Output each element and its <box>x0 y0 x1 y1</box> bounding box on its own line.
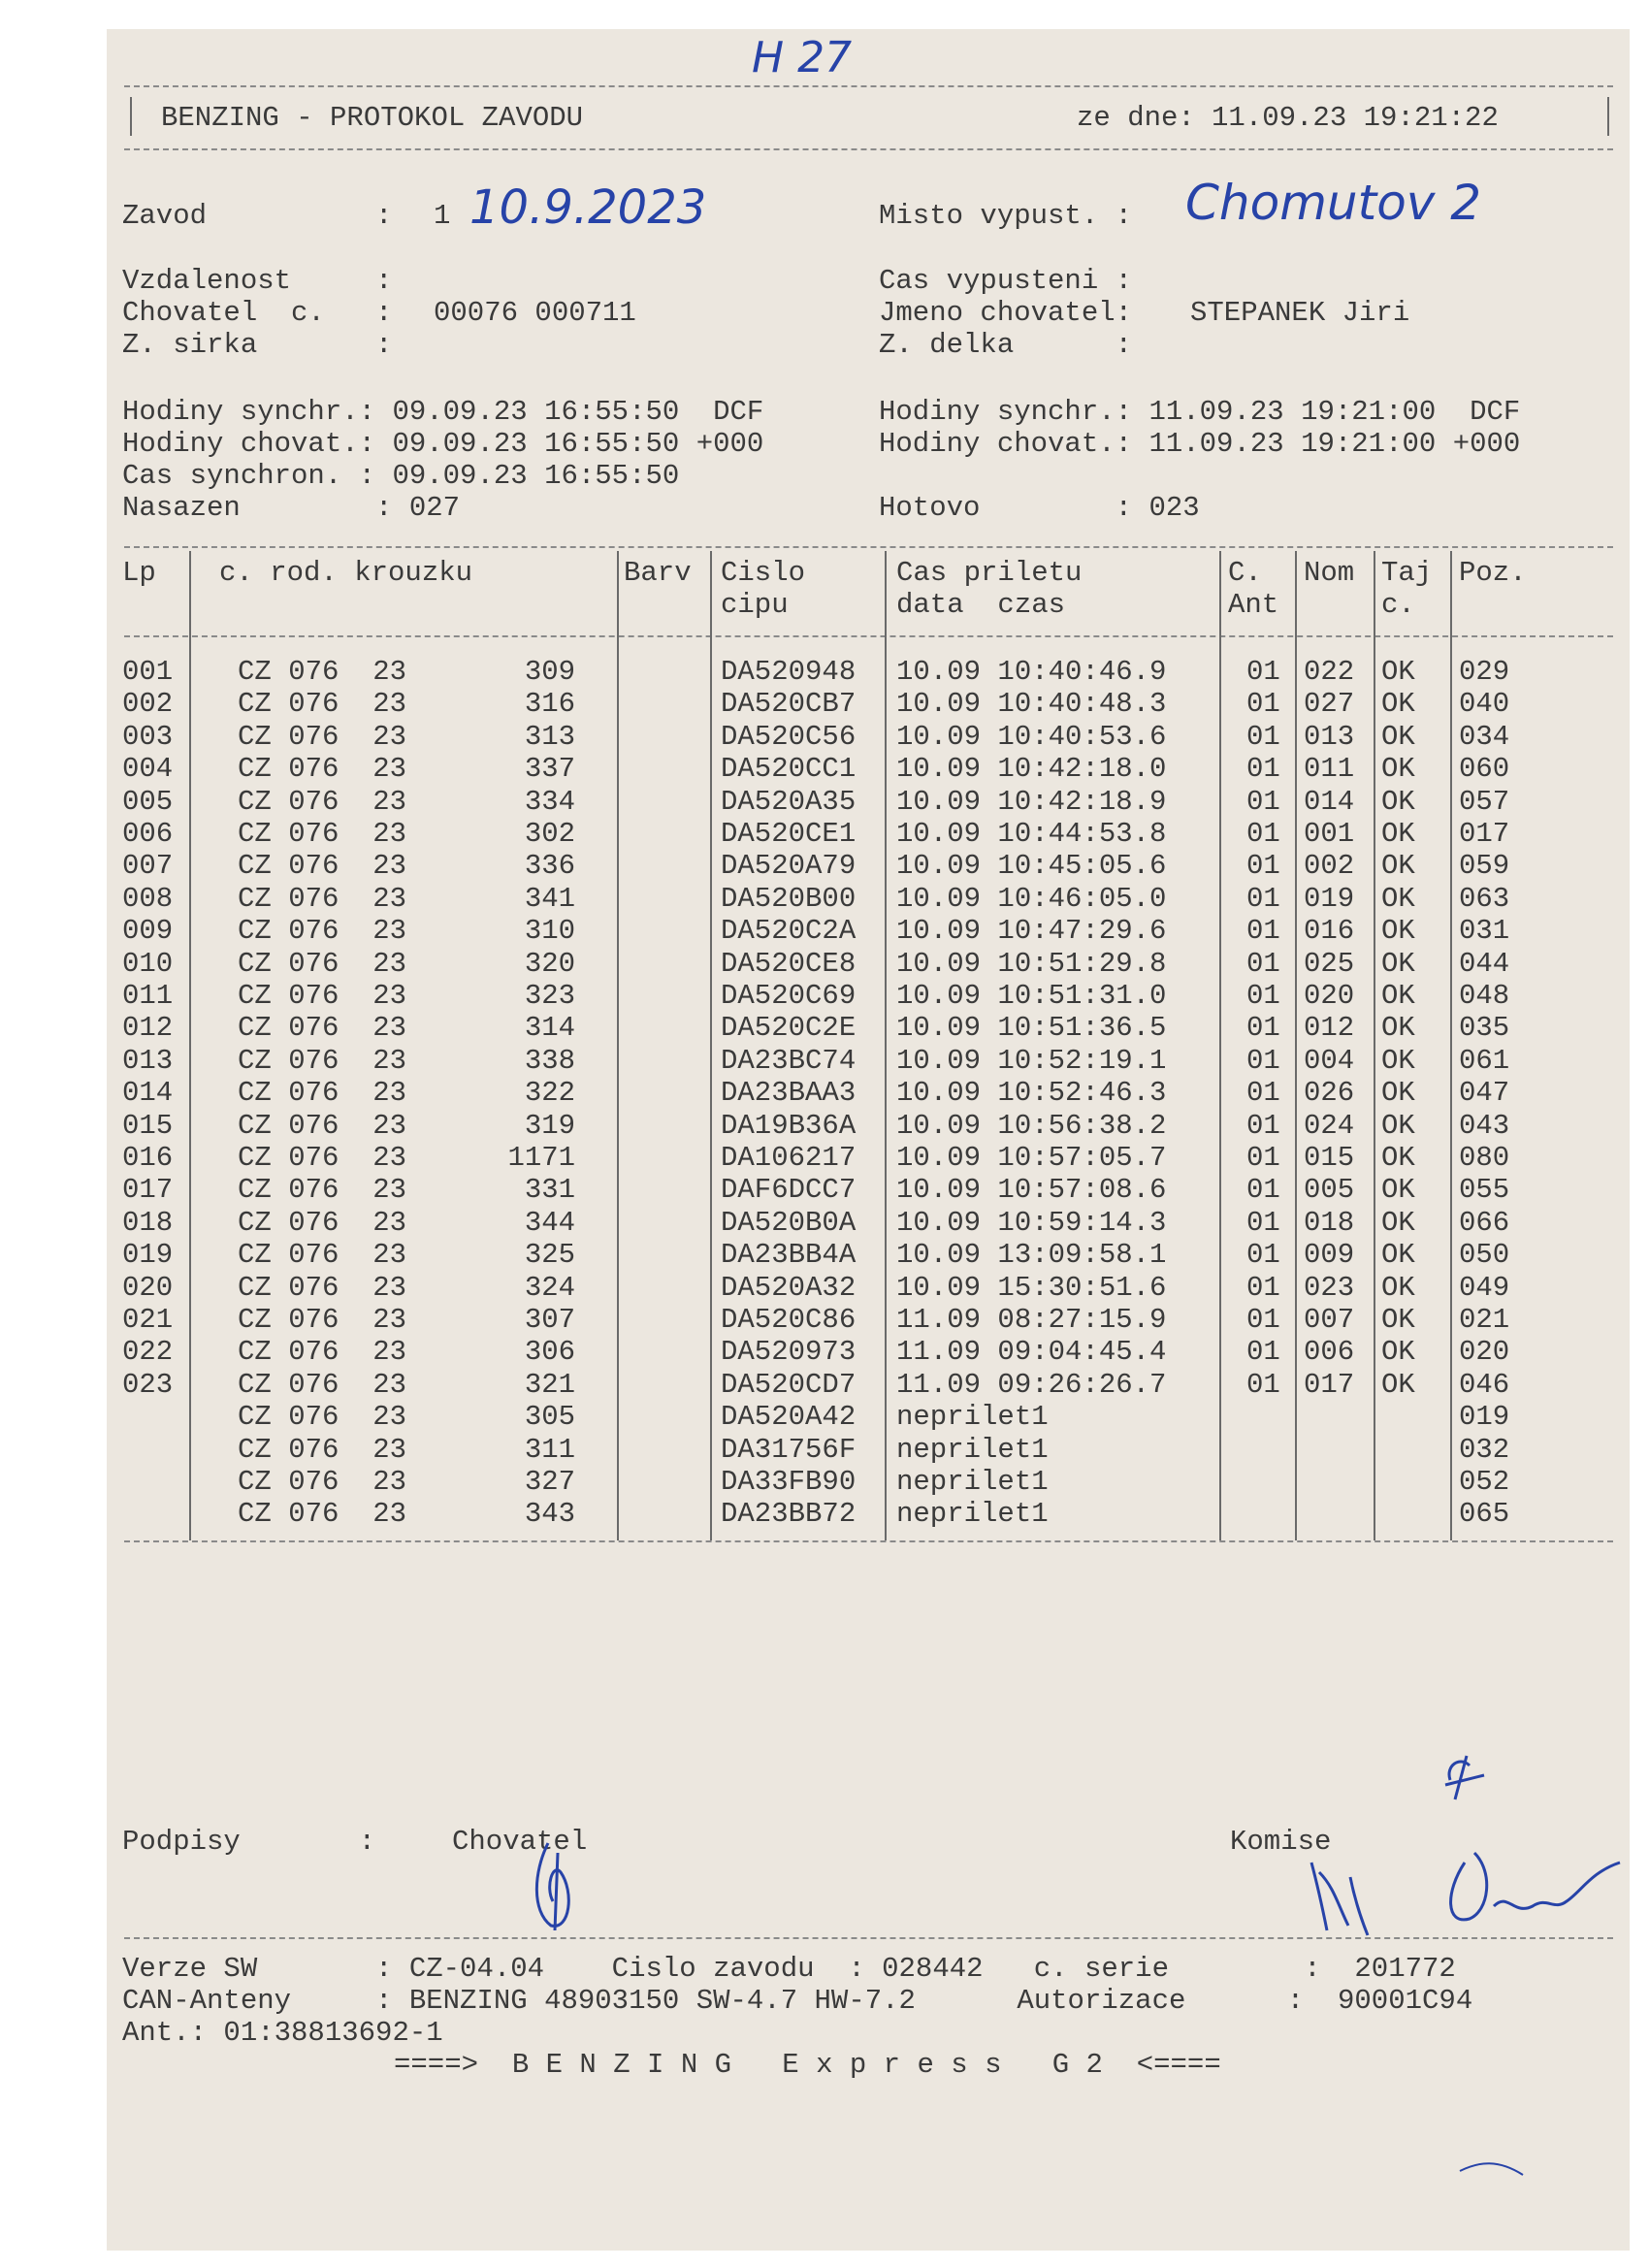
table-cell-poz: 029 <box>1459 656 1510 688</box>
table-header-border <box>124 635 1613 637</box>
table-bottom-border <box>124 1540 1613 1542</box>
table-cell-taj: OK <box>1381 1077 1415 1109</box>
header-bottom-border <box>124 148 1613 150</box>
table-cell-chip: DA520A79 <box>721 850 857 882</box>
table-cell-ant: 01 <box>1246 1174 1280 1206</box>
table-column-divider <box>1295 551 1297 1540</box>
table-cell-time: 10.09 10:42:18.9 <box>896 786 1167 818</box>
table-cell-nom: 017 <box>1304 1369 1355 1401</box>
table-cell-taj: OK <box>1381 1369 1415 1401</box>
table-cell-time: 11.09 08:27:15.9 <box>896 1304 1167 1336</box>
handwritten-release-place: Chomutov 2 <box>1185 175 1482 231</box>
table-cell-chip: DA19B36A <box>721 1110 857 1142</box>
footer-separator <box>124 1937 1613 1939</box>
table-cell-lp: 003 <box>122 721 174 753</box>
table-cell-chip: DA520C69 <box>721 980 857 1012</box>
table-cell-taj: OK <box>1381 850 1415 882</box>
table-cell-nom: 015 <box>1304 1142 1355 1174</box>
table-cell-taj: OK <box>1381 1045 1415 1077</box>
table-cell-lp: 022 <box>122 1336 174 1368</box>
table-cell-time: 10.09 10:44:53.8 <box>896 818 1167 850</box>
table-column-divider <box>885 551 887 1540</box>
table-cell-chip: DA520B0A <box>721 1207 857 1239</box>
table-cell-poz: 021 <box>1459 1304 1510 1336</box>
table-cell-ant: 01 <box>1246 883 1280 915</box>
table-cell-lp: 004 <box>122 753 174 785</box>
table-top-border <box>124 546 1613 548</box>
header-chip-2: cipu <box>721 589 789 621</box>
table-cell-taj: OK <box>1381 883 1415 915</box>
handwritten-page-mark: H 27 <box>752 33 853 82</box>
table-cell-taj: OK <box>1381 656 1415 688</box>
table-cell-ring: CZ 076 23 307 <box>238 1304 576 1336</box>
table-column-divider <box>710 551 712 1540</box>
table-cell-nom: 011 <box>1304 753 1355 785</box>
table-cell-ant: 01 <box>1246 688 1280 720</box>
table-cell-ring: CZ 076 23 311 <box>238 1434 576 1466</box>
table-cell-taj: OK <box>1381 948 1415 980</box>
table-cell-poz: 031 <box>1459 915 1510 947</box>
table-cell-ant: 01 <box>1246 1304 1280 1336</box>
table-cell-lp: 015 <box>122 1110 174 1142</box>
table-cell-ant: 01 <box>1246 1369 1280 1401</box>
table-cell-ring: CZ 076 23 343 <box>238 1498 576 1530</box>
table-cell-poz: 034 <box>1459 721 1510 753</box>
table-cell-chip: DA23BAA3 <box>721 1077 857 1109</box>
table-cell-poz: 047 <box>1459 1077 1510 1109</box>
table-cell-poz: 017 <box>1459 818 1510 850</box>
table-cell-poz: 066 <box>1459 1207 1510 1239</box>
table-cell-ant: 01 <box>1246 1077 1280 1109</box>
vzdalenost-label: Vzdalenost : <box>122 265 393 297</box>
header-ring: c. rod. krouzku <box>219 557 473 589</box>
table-cell-time: 10.09 10:52:46.3 <box>896 1077 1167 1109</box>
table-cell-ant: 01 <box>1246 915 1280 947</box>
table-cell-poz: 050 <box>1459 1239 1510 1271</box>
table-cell-lp: 020 <box>122 1272 174 1304</box>
table-cell-chip: DA520973 <box>721 1336 857 1368</box>
table-cell-ring: CZ 076 23 310 <box>238 915 576 947</box>
header-time: Cas priletu <box>896 557 1083 589</box>
header-barv: Barv <box>624 557 692 589</box>
table-cell-lp: 017 <box>122 1174 174 1206</box>
table-cell-time: 11.09 09:04:45.4 <box>896 1336 1167 1368</box>
nasazen: Nasazen : 027 <box>122 492 461 524</box>
table-cell-nom: 023 <box>1304 1272 1355 1304</box>
table-cell-chip: DA520C2E <box>721 1012 857 1044</box>
table-cell-ring: CZ 076 23 309 <box>238 656 576 688</box>
table-cell-ring: CZ 076 23 306 <box>238 1336 576 1368</box>
table-cell-nom: 005 <box>1304 1174 1355 1206</box>
table-cell-ant: 01 <box>1246 1045 1280 1077</box>
table-cell-time: 10.09 10:45:05.6 <box>896 850 1167 882</box>
table-cell-ring: CZ 076 23 316 <box>238 688 576 720</box>
table-cell-poz: 052 <box>1459 1466 1510 1498</box>
table-cell-ant: 01 <box>1246 818 1280 850</box>
footer-antenna-line: CAN-Anteny : BENZING 48903150 SW-4.7 HW-7.2 Autorizace : 90001C94 <box>122 1985 1473 2017</box>
table-cell-ant: 01 <box>1246 753 1280 785</box>
table-cell-nom: 019 <box>1304 883 1355 915</box>
table-cell-chip: DA33FB90 <box>721 1466 857 1498</box>
table-cell-time: 10.09 10:57:08.6 <box>896 1174 1167 1206</box>
table-cell-nom: 018 <box>1304 1207 1355 1239</box>
table-cell-taj: OK <box>1381 1110 1415 1142</box>
table-cell-taj: OK <box>1381 1207 1415 1239</box>
table-cell-taj: OK <box>1381 1272 1415 1304</box>
chovatel-value: 00076 000711 <box>434 297 636 329</box>
table-cell-taj: OK <box>1381 1239 1415 1271</box>
table-cell-ring: CZ 076 23 338 <box>238 1045 576 1077</box>
table-cell-ring: CZ 076 23 334 <box>238 786 576 818</box>
table-cell-chip: DA23BB4A <box>721 1239 857 1271</box>
table-cell-time: neprilet1 <box>896 1401 1049 1433</box>
table-cell-poz: 059 <box>1459 850 1510 882</box>
header-left-border <box>130 97 132 136</box>
table-cell-chip: DA520CD7 <box>721 1369 857 1401</box>
komise-signature-scribble <box>1300 1746 1630 1940</box>
table-cell-lp: 018 <box>122 1207 174 1239</box>
table-cell-chip: DA520CB7 <box>721 688 857 720</box>
table-cell-chip: DA520CE8 <box>721 948 857 980</box>
chovatel-label: Chovatel c. : <box>122 297 393 329</box>
table-cell-time: 10.09 10:52:19.1 <box>896 1045 1167 1077</box>
table-cell-taj: OK <box>1381 1336 1415 1368</box>
table-cell-ant: 01 <box>1246 1142 1280 1174</box>
table-cell-taj: OK <box>1381 1304 1415 1336</box>
table-cell-ring: CZ 076 23 320 <box>238 948 576 980</box>
table-cell-ring: CZ 076 23 313 <box>238 721 576 753</box>
sync-right: Hodiny synchr.: 11.09.23 19:21:00 DCF <box>879 396 1521 428</box>
header-right-border <box>1607 97 1609 136</box>
delka-label: Z. delka : <box>879 329 1133 361</box>
table-cell-lp: 001 <box>122 656 174 688</box>
chovatel-signature-scribble <box>524 1833 582 1940</box>
table-cell-time: neprilet1 <box>896 1498 1049 1530</box>
table-cell-lp: 019 <box>122 1239 174 1271</box>
table-cell-poz: 049 <box>1459 1272 1510 1304</box>
table-cell-nom: 020 <box>1304 980 1355 1012</box>
table-cell-poz: 065 <box>1459 1498 1510 1530</box>
misto-label: Misto vypust. : <box>879 200 1133 232</box>
komise-signature-label: Komise <box>1230 1826 1332 1858</box>
jmeno-value: STEPANEK Jiri <box>1190 297 1410 329</box>
table-cell-chip: DA520CC1 <box>721 753 857 785</box>
table-cell-nom: 026 <box>1304 1077 1355 1109</box>
table-cell-ant: 01 <box>1246 1110 1280 1142</box>
header-taj-2: c. <box>1381 589 1415 621</box>
table-cell-ring: CZ 076 23 323 <box>238 980 576 1012</box>
cas-synchron: Cas synchron. : 09.09.23 16:55:50 <box>122 460 680 492</box>
table-cell-lp: 007 <box>122 850 174 882</box>
table-cell-chip: DA23BB72 <box>721 1498 857 1530</box>
table-cell-ring: CZ 076 23 314 <box>238 1012 576 1044</box>
table-cell-time: 10.09 13:09:58.1 <box>896 1239 1167 1271</box>
table-cell-time: 10.09 10:51:29.8 <box>896 948 1167 980</box>
table-cell-chip: DA23BC74 <box>721 1045 857 1077</box>
table-cell-time: 10.09 10:51:31.0 <box>896 980 1167 1012</box>
chovat-left: Hodiny chovat.: 09.09.23 16:55:50 +000 <box>122 428 764 460</box>
podpisy-label: Podpisy : <box>122 1826 376 1858</box>
table-cell-chip: DA31756F <box>721 1434 857 1466</box>
zavod-value: 1 <box>434 200 451 232</box>
table-cell-poz: 044 <box>1459 948 1510 980</box>
table-cell-taj: OK <box>1381 721 1415 753</box>
table-cell-ring: CZ 076 23 1171 <box>238 1142 576 1174</box>
table-cell-nom: 014 <box>1304 786 1355 818</box>
table-cell-lp: 021 <box>122 1304 174 1336</box>
table-cell-lp: 013 <box>122 1045 174 1077</box>
table-cell-time: 10.09 10:40:48.3 <box>896 688 1167 720</box>
table-cell-nom: 007 <box>1304 1304 1355 1336</box>
table-cell-lp: 014 <box>122 1077 174 1109</box>
header-ant: C. <box>1228 557 1262 589</box>
table-column-divider <box>617 551 619 1540</box>
table-cell-poz: 063 <box>1459 883 1510 915</box>
table-cell-chip: DA520C2A <box>721 915 857 947</box>
table-cell-nom: 004 <box>1304 1045 1355 1077</box>
table-cell-chip: DA106217 <box>721 1142 857 1174</box>
table-column-divider <box>1374 551 1375 1540</box>
table-cell-lp: 010 <box>122 948 174 980</box>
table-cell-ring: CZ 076 23 341 <box>238 883 576 915</box>
table-cell-time: 11.09 09:26:26.7 <box>896 1369 1167 1401</box>
table-cell-poz: 043 <box>1459 1110 1510 1142</box>
table-cell-nom: 006 <box>1304 1336 1355 1368</box>
table-cell-time: 10.09 10:40:46.9 <box>896 656 1167 688</box>
table-cell-chip: DA520C86 <box>721 1304 857 1336</box>
table-cell-poz: 055 <box>1459 1174 1510 1206</box>
footer-brand: ====> B E N Z I N G E x p r e s s G 2 <==== <box>394 2049 1221 2081</box>
footer-ant-id: Ant.: 01:38813692-1 <box>122 2017 443 2049</box>
table-cell-ring: CZ 076 23 305 <box>238 1401 576 1433</box>
table-cell-chip: DA520C56 <box>721 721 857 753</box>
bottom-pen-stroke <box>1455 2154 1533 2183</box>
table-cell-poz: 057 <box>1459 786 1510 818</box>
table-column-divider <box>1219 551 1221 1540</box>
table-cell-lp: 012 <box>122 1012 174 1044</box>
table-cell-time: 10.09 10:47:29.6 <box>896 915 1167 947</box>
table-cell-time: 10.09 10:51:36.5 <box>896 1012 1167 1044</box>
header-nom: Nom <box>1304 557 1355 589</box>
report-date-value: 11.09.23 19:21:22 <box>1212 102 1499 134</box>
header-chip: Cislo <box>721 557 806 589</box>
table-cell-time: 10.09 10:40:53.6 <box>896 721 1167 753</box>
jmeno-label: Jmeno chovatel: <box>879 297 1133 329</box>
table-cell-ant: 01 <box>1246 948 1280 980</box>
sirka-label: Z. sirka : <box>122 329 393 361</box>
table-cell-ring: CZ 076 23 331 <box>238 1174 576 1206</box>
cas-vypusteni-label: Cas vypusteni : <box>879 265 1133 297</box>
sync-left: Hodiny synchr.: 09.09.23 16:55:50 DCF <box>122 396 764 428</box>
table-cell-poz: 032 <box>1459 1434 1510 1466</box>
table-cell-time: 10.09 10:57:05.7 <box>896 1142 1167 1174</box>
table-column-divider <box>1450 551 1452 1540</box>
table-cell-ant: 01 <box>1246 1239 1280 1271</box>
table-cell-taj: OK <box>1381 688 1415 720</box>
report-title: BENZING - PROTOKOL ZAVODU <box>161 102 584 134</box>
table-cell-nom: 013 <box>1304 721 1355 753</box>
table-cell-chip: DA520A42 <box>721 1401 857 1433</box>
chovat-right: Hodiny chovat.: 11.09.23 19:21:00 +000 <box>879 428 1521 460</box>
table-cell-lp: 016 <box>122 1142 174 1174</box>
header-lp: Lp <box>122 557 156 589</box>
table-cell-nom: 024 <box>1304 1110 1355 1142</box>
table-cell-lp: 023 <box>122 1369 174 1401</box>
table-cell-chip: DA520948 <box>721 656 857 688</box>
table-cell-ring: CZ 076 23 319 <box>238 1110 576 1142</box>
table-column-divider <box>189 551 191 1540</box>
table-cell-lp: 006 <box>122 818 174 850</box>
table-cell-poz: 048 <box>1459 980 1510 1012</box>
handwritten-race-date: 10.9.2023 <box>469 180 707 235</box>
table-cell-ant: 01 <box>1246 850 1280 882</box>
table-cell-time: 10.09 10:59:14.3 <box>896 1207 1167 1239</box>
table-cell-nom: 009 <box>1304 1239 1355 1271</box>
table-cell-lp: 008 <box>122 883 174 915</box>
table-cell-ring: CZ 076 23 302 <box>238 818 576 850</box>
table-cell-ant: 01 <box>1246 721 1280 753</box>
header-taj: Taj <box>1381 557 1433 589</box>
table-cell-poz: 060 <box>1459 753 1510 785</box>
table-cell-ring: CZ 076 23 336 <box>238 850 576 882</box>
table-cell-ring: CZ 076 23 321 <box>238 1369 576 1401</box>
table-cell-nom: 027 <box>1304 688 1355 720</box>
table-cell-ring: CZ 076 23 324 <box>238 1272 576 1304</box>
header-time-2: data czas <box>896 589 1066 621</box>
table-cell-lp: 009 <box>122 915 174 947</box>
table-cell-chip: DA520A35 <box>721 786 857 818</box>
table-cell-ring: CZ 076 23 327 <box>238 1466 576 1498</box>
table-cell-ant: 01 <box>1246 1012 1280 1044</box>
table-cell-taj: OK <box>1381 980 1415 1012</box>
table-cell-time: neprilet1 <box>896 1434 1049 1466</box>
table-cell-poz: 061 <box>1459 1045 1510 1077</box>
table-cell-time: 10.09 10:46:05.0 <box>896 883 1167 915</box>
header-top-border <box>124 85 1613 87</box>
table-cell-ant: 01 <box>1246 656 1280 688</box>
table-cell-lp: 002 <box>122 688 174 720</box>
table-cell-nom: 012 <box>1304 1012 1355 1044</box>
table-cell-taj: OK <box>1381 786 1415 818</box>
table-cell-lp: 011 <box>122 980 174 1012</box>
table-cell-nom: 001 <box>1304 818 1355 850</box>
table-cell-time: 10.09 10:56:38.2 <box>896 1110 1167 1142</box>
table-cell-nom: 022 <box>1304 656 1355 688</box>
table-cell-nom: 025 <box>1304 948 1355 980</box>
table-cell-taj: OK <box>1381 753 1415 785</box>
report-date-label: ze dne: <box>1077 102 1195 134</box>
table-cell-ring: CZ 076 23 325 <box>238 1239 576 1271</box>
table-cell-chip: DA520A32 <box>721 1272 857 1304</box>
table-cell-ant: 01 <box>1246 1272 1280 1304</box>
table-cell-ant: 01 <box>1246 786 1280 818</box>
table-cell-time: 10.09 15:30:51.6 <box>896 1272 1167 1304</box>
hotovo: Hotovo : 023 <box>879 492 1200 524</box>
table-cell-poz: 019 <box>1459 1401 1510 1433</box>
table-cell-ant: 01 <box>1246 1207 1280 1239</box>
table-cell-poz: 080 <box>1459 1142 1510 1174</box>
table-cell-poz: 046 <box>1459 1369 1510 1401</box>
table-cell-ant: 01 <box>1246 980 1280 1012</box>
header-poz: Poz. <box>1459 557 1527 589</box>
table-cell-taj: OK <box>1381 1174 1415 1206</box>
table-cell-time: neprilet1 <box>896 1466 1049 1498</box>
table-cell-ring: CZ 076 23 337 <box>238 753 576 785</box>
table-cell-taj: OK <box>1381 915 1415 947</box>
table-cell-poz: 040 <box>1459 688 1510 720</box>
table-cell-taj: OK <box>1381 1142 1415 1174</box>
table-cell-nom: 002 <box>1304 850 1355 882</box>
table-cell-chip: DAF6DCC7 <box>721 1174 857 1206</box>
table-cell-chip: DA520B00 <box>721 883 857 915</box>
table-cell-taj: OK <box>1381 818 1415 850</box>
table-cell-nom: 016 <box>1304 915 1355 947</box>
table-cell-ring: CZ 076 23 322 <box>238 1077 576 1109</box>
zavod-label: Zavod : <box>122 200 393 232</box>
table-cell-taj: OK <box>1381 1012 1415 1044</box>
footer-version-line: Verze SW : CZ-04.04 Cislo zavodu : 028442 c. serie : 201772 <box>122 1953 1456 1985</box>
table-cell-poz: 035 <box>1459 1012 1510 1044</box>
table-cell-time: 10.09 10:42:18.0 <box>896 753 1167 785</box>
table-cell-ring: CZ 076 23 344 <box>238 1207 576 1239</box>
table-cell-lp: 005 <box>122 786 174 818</box>
table-cell-ant: 01 <box>1246 1336 1280 1368</box>
chovatel-signature-label: Chovatel <box>452 1826 588 1858</box>
table-cell-poz: 020 <box>1459 1336 1510 1368</box>
header-ant-2: Ant <box>1228 589 1279 621</box>
table-cell-chip: DA520CE1 <box>721 818 857 850</box>
